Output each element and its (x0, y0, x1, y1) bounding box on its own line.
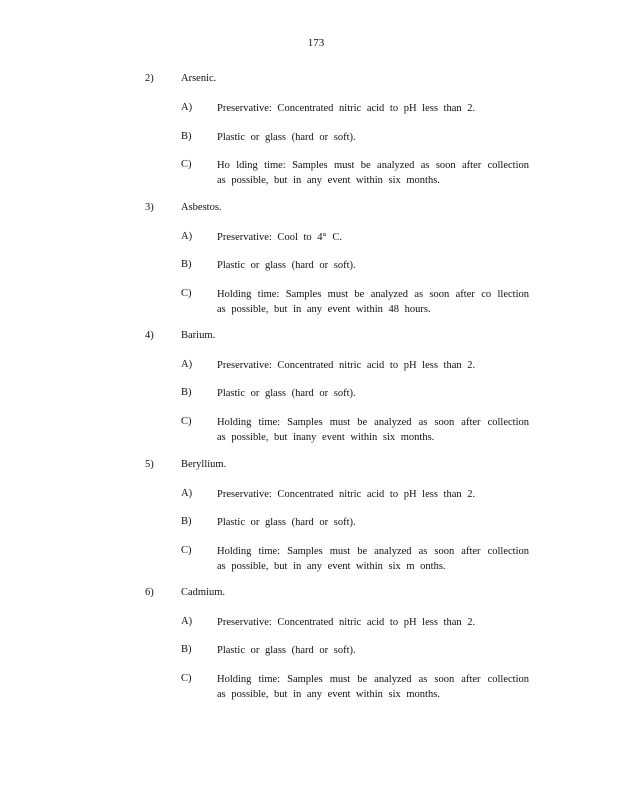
section-title: Beryllium. (181, 459, 227, 470)
item-letter: A) (181, 231, 193, 242)
item-letter: C) (181, 288, 192, 299)
item-text: Preservative: Concentrated nitric acid to pH less than 2. (217, 617, 476, 628)
item-letter: C) (181, 159, 192, 170)
item-text: Plastic or glass (hard or soft). (217, 517, 356, 528)
section-number: 6) (145, 587, 154, 598)
item-letter: A) (181, 488, 193, 499)
section-title: Arsenic. (181, 73, 217, 84)
item-text: Holding time: Samples must be analyzed as soon after collection as possible, but in any event within six months. (217, 674, 529, 700)
item-text: Holding time: Samples must be analyzed as soon after co llection as possible, but in any event within 48 hours. (217, 289, 529, 315)
item-letter: B) (181, 387, 192, 398)
item-letter: C) (181, 545, 192, 556)
section-title: Cadmium. (181, 587, 226, 598)
item-letter: B) (181, 131, 192, 142)
item-text: Ho lding time: Samples must be analyzed as soon after collection as possible, but in any event within six months. (217, 160, 529, 186)
section-number: 3) (145, 202, 154, 213)
item-text: Plastic or glass (hard or soft). (217, 132, 356, 143)
page-number: 173 (307, 37, 325, 49)
item-text: Preservative: Concentrated nitric acid to pH less than 2. (217, 103, 476, 114)
section-title: Asbestos. (181, 202, 222, 213)
item-text: Preservative: Concentrated nitric acid to pH less than 2. (217, 489, 476, 500)
item-text: Plastic or glass (hard or soft). (217, 260, 356, 271)
item-text: Holding time: Samples must be analyzed as soon after collection as possible, but inany event within six months. (217, 417, 529, 443)
item-text: Holding time: Samples must be analyzed as soon after collection as possible, but in any event within six m onths. (217, 546, 529, 572)
section-number: 5) (145, 459, 154, 470)
item-letter: C) (181, 673, 192, 684)
item-letter: C) (181, 416, 192, 427)
item-letter: A) (181, 359, 193, 370)
section-number: 4) (145, 330, 154, 341)
item-text: Plastic or glass (hard or soft). (217, 388, 356, 399)
item-letter: B) (181, 259, 192, 270)
section-title: Barium. (181, 330, 216, 341)
item-letter: A) (181, 616, 193, 627)
item-letter: A) (181, 102, 193, 113)
item-text: Plastic or glass (hard or soft). (217, 645, 356, 656)
item-letter: B) (181, 644, 192, 655)
item-text: Preservative: Concentrated nitric acid to pH less than 2. (217, 360, 476, 371)
section-number: 2) (145, 73, 154, 84)
item-text: Preservative: Cool to 4° C. (217, 232, 342, 243)
item-letter: B) (181, 516, 192, 527)
